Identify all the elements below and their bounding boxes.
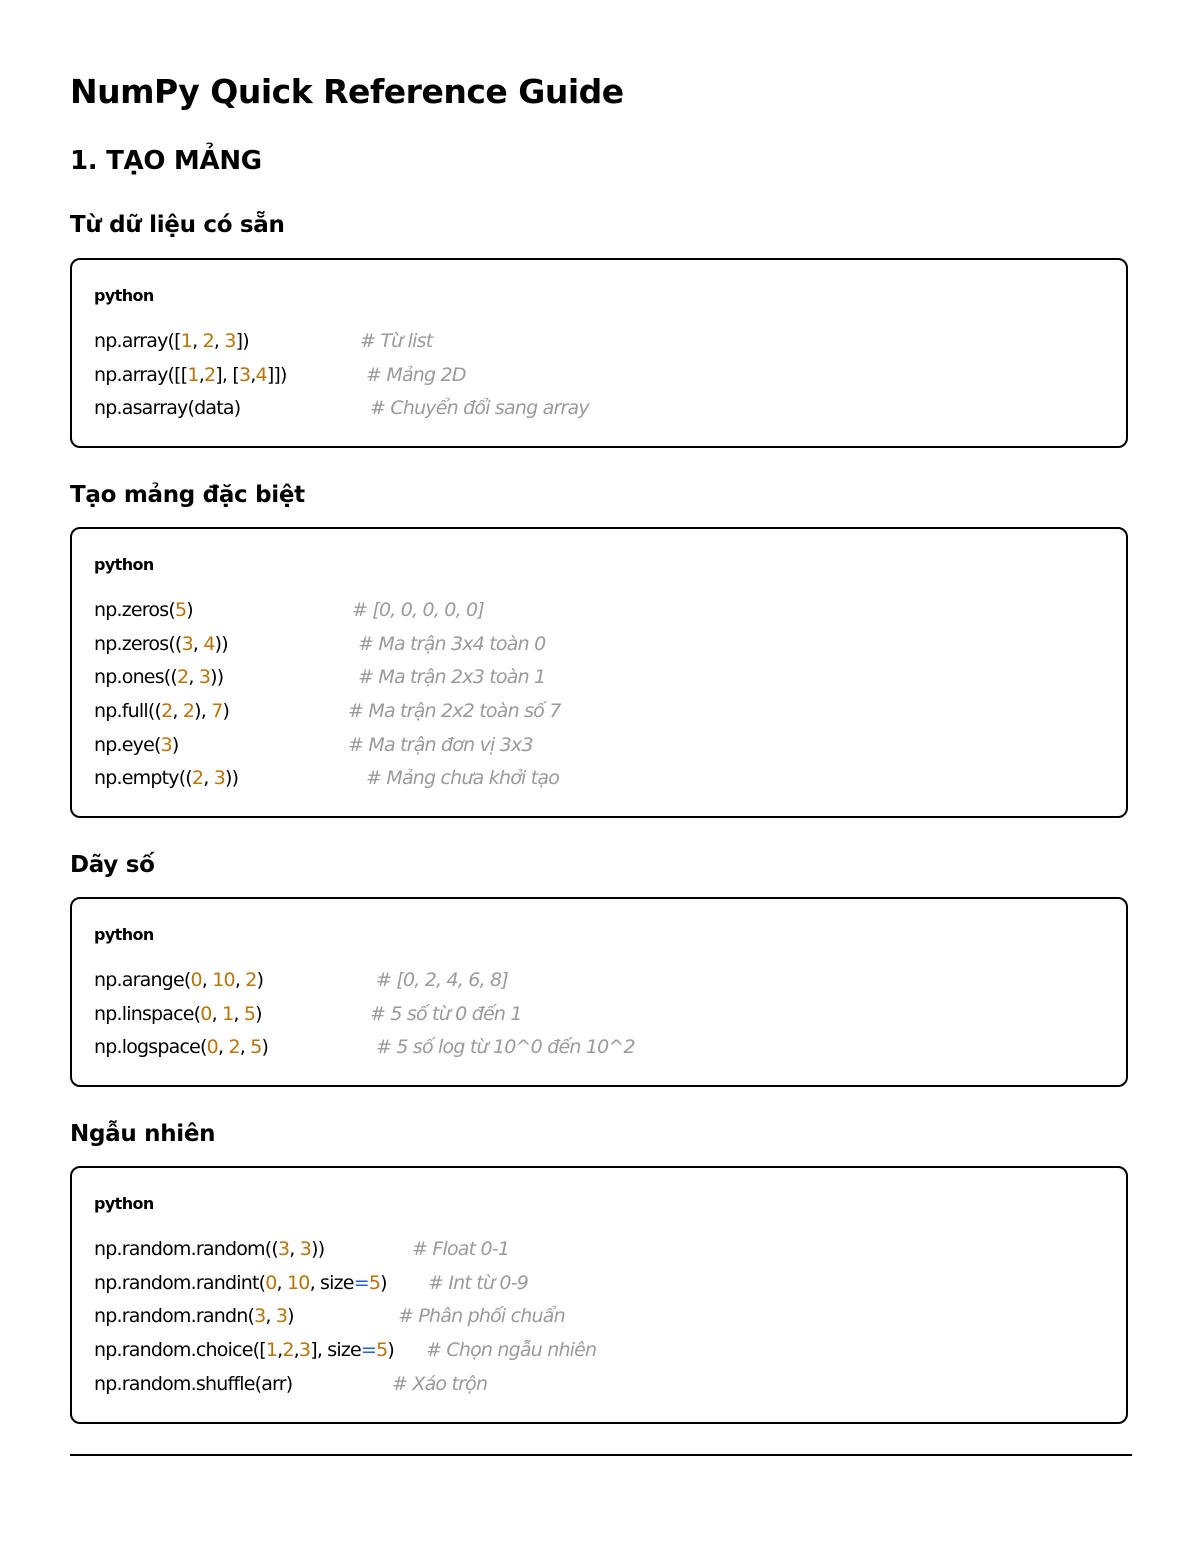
code-text (94, 1373, 292, 1395)
code-token: np.random.random(( (94, 1238, 278, 1260)
subheading-random: Ngẫu nhiên (70, 1121, 216, 1147)
code-comment: # Ma trận đơn vị 3x3 (348, 733, 533, 756)
code-token: np.full(( (94, 700, 162, 723)
code-number: 2 (282, 1339, 294, 1362)
code-number: 0 (200, 1002, 212, 1025)
code-text (94, 700, 229, 722)
code-token: np.empty(( (94, 767, 192, 790)
code-token: , (277, 1339, 283, 1362)
code-number: 0 (206, 1036, 218, 1059)
code-number: 5 (376, 1339, 388, 1362)
code-text (94, 1003, 262, 1025)
code-text (94, 666, 223, 688)
code-text (94, 734, 179, 756)
code-number: 2 (202, 330, 214, 352)
code-token: )) (214, 632, 228, 655)
code-text (94, 1238, 324, 1260)
code-token: np.arange( (94, 969, 191, 991)
code-text (94, 364, 287, 386)
code-token: np.random.randint( (94, 1271, 266, 1294)
code-token: ], size (310, 1339, 361, 1362)
code-number: 3 (238, 363, 251, 386)
code-block-sequences (70, 897, 1128, 1087)
code-token: , (211, 1002, 223, 1025)
code-comment: # Chọn ngẫu nhiên (426, 1339, 597, 1362)
code-block-random (70, 1166, 1128, 1424)
code-token: np.logspace( (94, 1036, 207, 1059)
code-token: , (293, 1339, 299, 1362)
code-token: ) (261, 1036, 269, 1059)
code-block-special-arrays (70, 527, 1128, 818)
code-number: 2 (161, 700, 173, 723)
code-comment: # Ma trận 2x2 toàn số 7 (348, 700, 561, 723)
code-comment: # [0, 2, 4, 6, 8] (376, 969, 508, 991)
code-number: 10 (287, 1271, 310, 1294)
code-token: np.array([[ (94, 363, 188, 386)
subheading-sequences: Dãy số (70, 852, 155, 878)
code-text (94, 330, 249, 352)
code-number: 3 (278, 1238, 290, 1260)
code-token: ]]) (266, 363, 287, 386)
code-token: ) (256, 969, 264, 991)
code-token: ) (222, 700, 230, 723)
code-token: , (198, 363, 204, 386)
code-language-label: python (94, 555, 154, 574)
code-number: 1 (222, 1002, 234, 1025)
code-token: , (276, 1271, 287, 1294)
code-text (94, 969, 263, 991)
code-number: 5 (368, 1271, 381, 1294)
code-token: np.eye( (94, 733, 161, 756)
code-language-label: python (94, 286, 154, 305)
code-text (94, 1339, 394, 1361)
code-token: , (203, 767, 214, 790)
code-number: 3 (254, 1305, 266, 1328)
code-token: )) (311, 1238, 325, 1260)
code-token: np.asarray(data) (94, 397, 241, 420)
code-number: 1 (180, 330, 193, 352)
code-token: np.array([ (94, 330, 181, 352)
code-token: np.ones(( (94, 666, 178, 689)
code-number: 2 (191, 767, 204, 790)
code-token: ]) (235, 330, 249, 352)
code-token: , (213, 330, 225, 352)
code-text (94, 397, 240, 419)
code-token: np.random.shuffle(arr) (94, 1372, 293, 1395)
code-number: 2 (182, 700, 195, 723)
code-comment: # 5 số log từ 10^0 đến 10^2 (376, 1036, 635, 1059)
code-token: , (188, 666, 199, 689)
code-text (94, 1036, 268, 1058)
code-token: ) (186, 599, 193, 621)
code-token: , (289, 1238, 300, 1260)
code-number: 3 (198, 666, 211, 689)
code-number: 3 (213, 767, 225, 790)
code-token: , (217, 1036, 229, 1059)
code-number: 4 (255, 363, 267, 386)
code-number: 3 (160, 733, 172, 756)
code-number: 3 (299, 1238, 312, 1260)
code-comment: # [0, 0, 0, 0, 0] (352, 599, 484, 621)
code-number: 7 (211, 700, 223, 723)
code-number: 10 (212, 969, 235, 991)
code-token: , (192, 330, 203, 352)
code-number: 1 (265, 1339, 278, 1362)
code-token: , (239, 1036, 251, 1059)
code-text (94, 599, 193, 621)
subheading-existing-data: Từ dữ liệu có sẵn (70, 212, 285, 238)
code-comment: # Mảng chưa khởi tạo (366, 767, 560, 790)
code-token: ), (194, 700, 212, 723)
code-token: np.zeros( (94, 599, 175, 621)
code-operator: = (360, 1339, 377, 1362)
code-token: ) (387, 1339, 394, 1362)
code-language-label: python (94, 925, 154, 944)
code-token: , (192, 632, 204, 655)
code-number: 3 (224, 330, 236, 352)
code-token: ) (380, 1271, 387, 1294)
code-comment: # Int từ 0-9 (428, 1271, 529, 1294)
code-comment: # Ma trận 3x4 toàn 0 (358, 632, 546, 655)
page-title: NumPy Quick Reference Guide (70, 72, 624, 111)
code-number: 3 (298, 1339, 311, 1362)
code-comment: # 5 số từ 0 đến 1 (370, 1002, 522, 1025)
code-number: 2 (203, 363, 216, 386)
code-text (94, 767, 238, 789)
code-token: ) (287, 1305, 294, 1328)
code-number: 5 (250, 1036, 262, 1059)
code-comment: # Xáo trộn (392, 1372, 488, 1395)
code-comment: # Chuyển đổi sang array (370, 397, 589, 420)
code-number: 4 (203, 632, 215, 655)
code-number: 3 (275, 1305, 288, 1328)
code-comment: # Float 0-1 (412, 1238, 510, 1260)
horizontal-rule (70, 1454, 1132, 1456)
code-number: 3 (181, 632, 193, 655)
code-number: 0 (265, 1271, 277, 1294)
code-comment: # Ma trận 2x3 toàn 1 (358, 666, 546, 689)
code-token: np.linspace( (94, 1002, 201, 1025)
code-number: 5 (243, 1002, 256, 1025)
code-token: np.random.randn( (94, 1305, 255, 1328)
code-token: ) (255, 1002, 262, 1025)
code-comment: # Mảng 2D (366, 363, 466, 386)
code-token: )) (210, 666, 224, 689)
code-number: 5 (174, 599, 187, 621)
code-token: , (233, 1002, 244, 1025)
code-token: , (172, 700, 183, 723)
section-heading: 1. TẠO MẢNG (70, 146, 262, 176)
code-token: , size (309, 1271, 354, 1294)
code-token: np.zeros(( (94, 632, 182, 655)
code-token: np.random.choice([ (94, 1339, 266, 1362)
subheading-special-arrays: Tạo mảng đặc biệt (70, 482, 305, 508)
code-token: ], [ (215, 363, 239, 386)
code-language-label: python (94, 1194, 154, 1213)
code-operator: = (353, 1271, 369, 1294)
code-token: , (234, 969, 246, 991)
code-text (94, 1272, 387, 1294)
code-token: , (201, 969, 213, 991)
code-comment: # Từ list (360, 330, 433, 352)
code-block-existing-data (70, 258, 1128, 448)
code-comment: # Phân phối chuẩn (398, 1305, 565, 1328)
code-token: , (265, 1305, 276, 1328)
code-number: 2 (245, 969, 257, 991)
code-token: ) (171, 733, 179, 756)
code-number: 1 (187, 363, 199, 386)
code-number: 2 (228, 1036, 240, 1059)
code-token: )) (225, 767, 239, 790)
code-token: , (250, 363, 256, 386)
code-number: 2 (177, 666, 189, 689)
code-text (94, 1305, 294, 1327)
code-number: 0 (190, 969, 202, 991)
code-text (94, 633, 228, 655)
